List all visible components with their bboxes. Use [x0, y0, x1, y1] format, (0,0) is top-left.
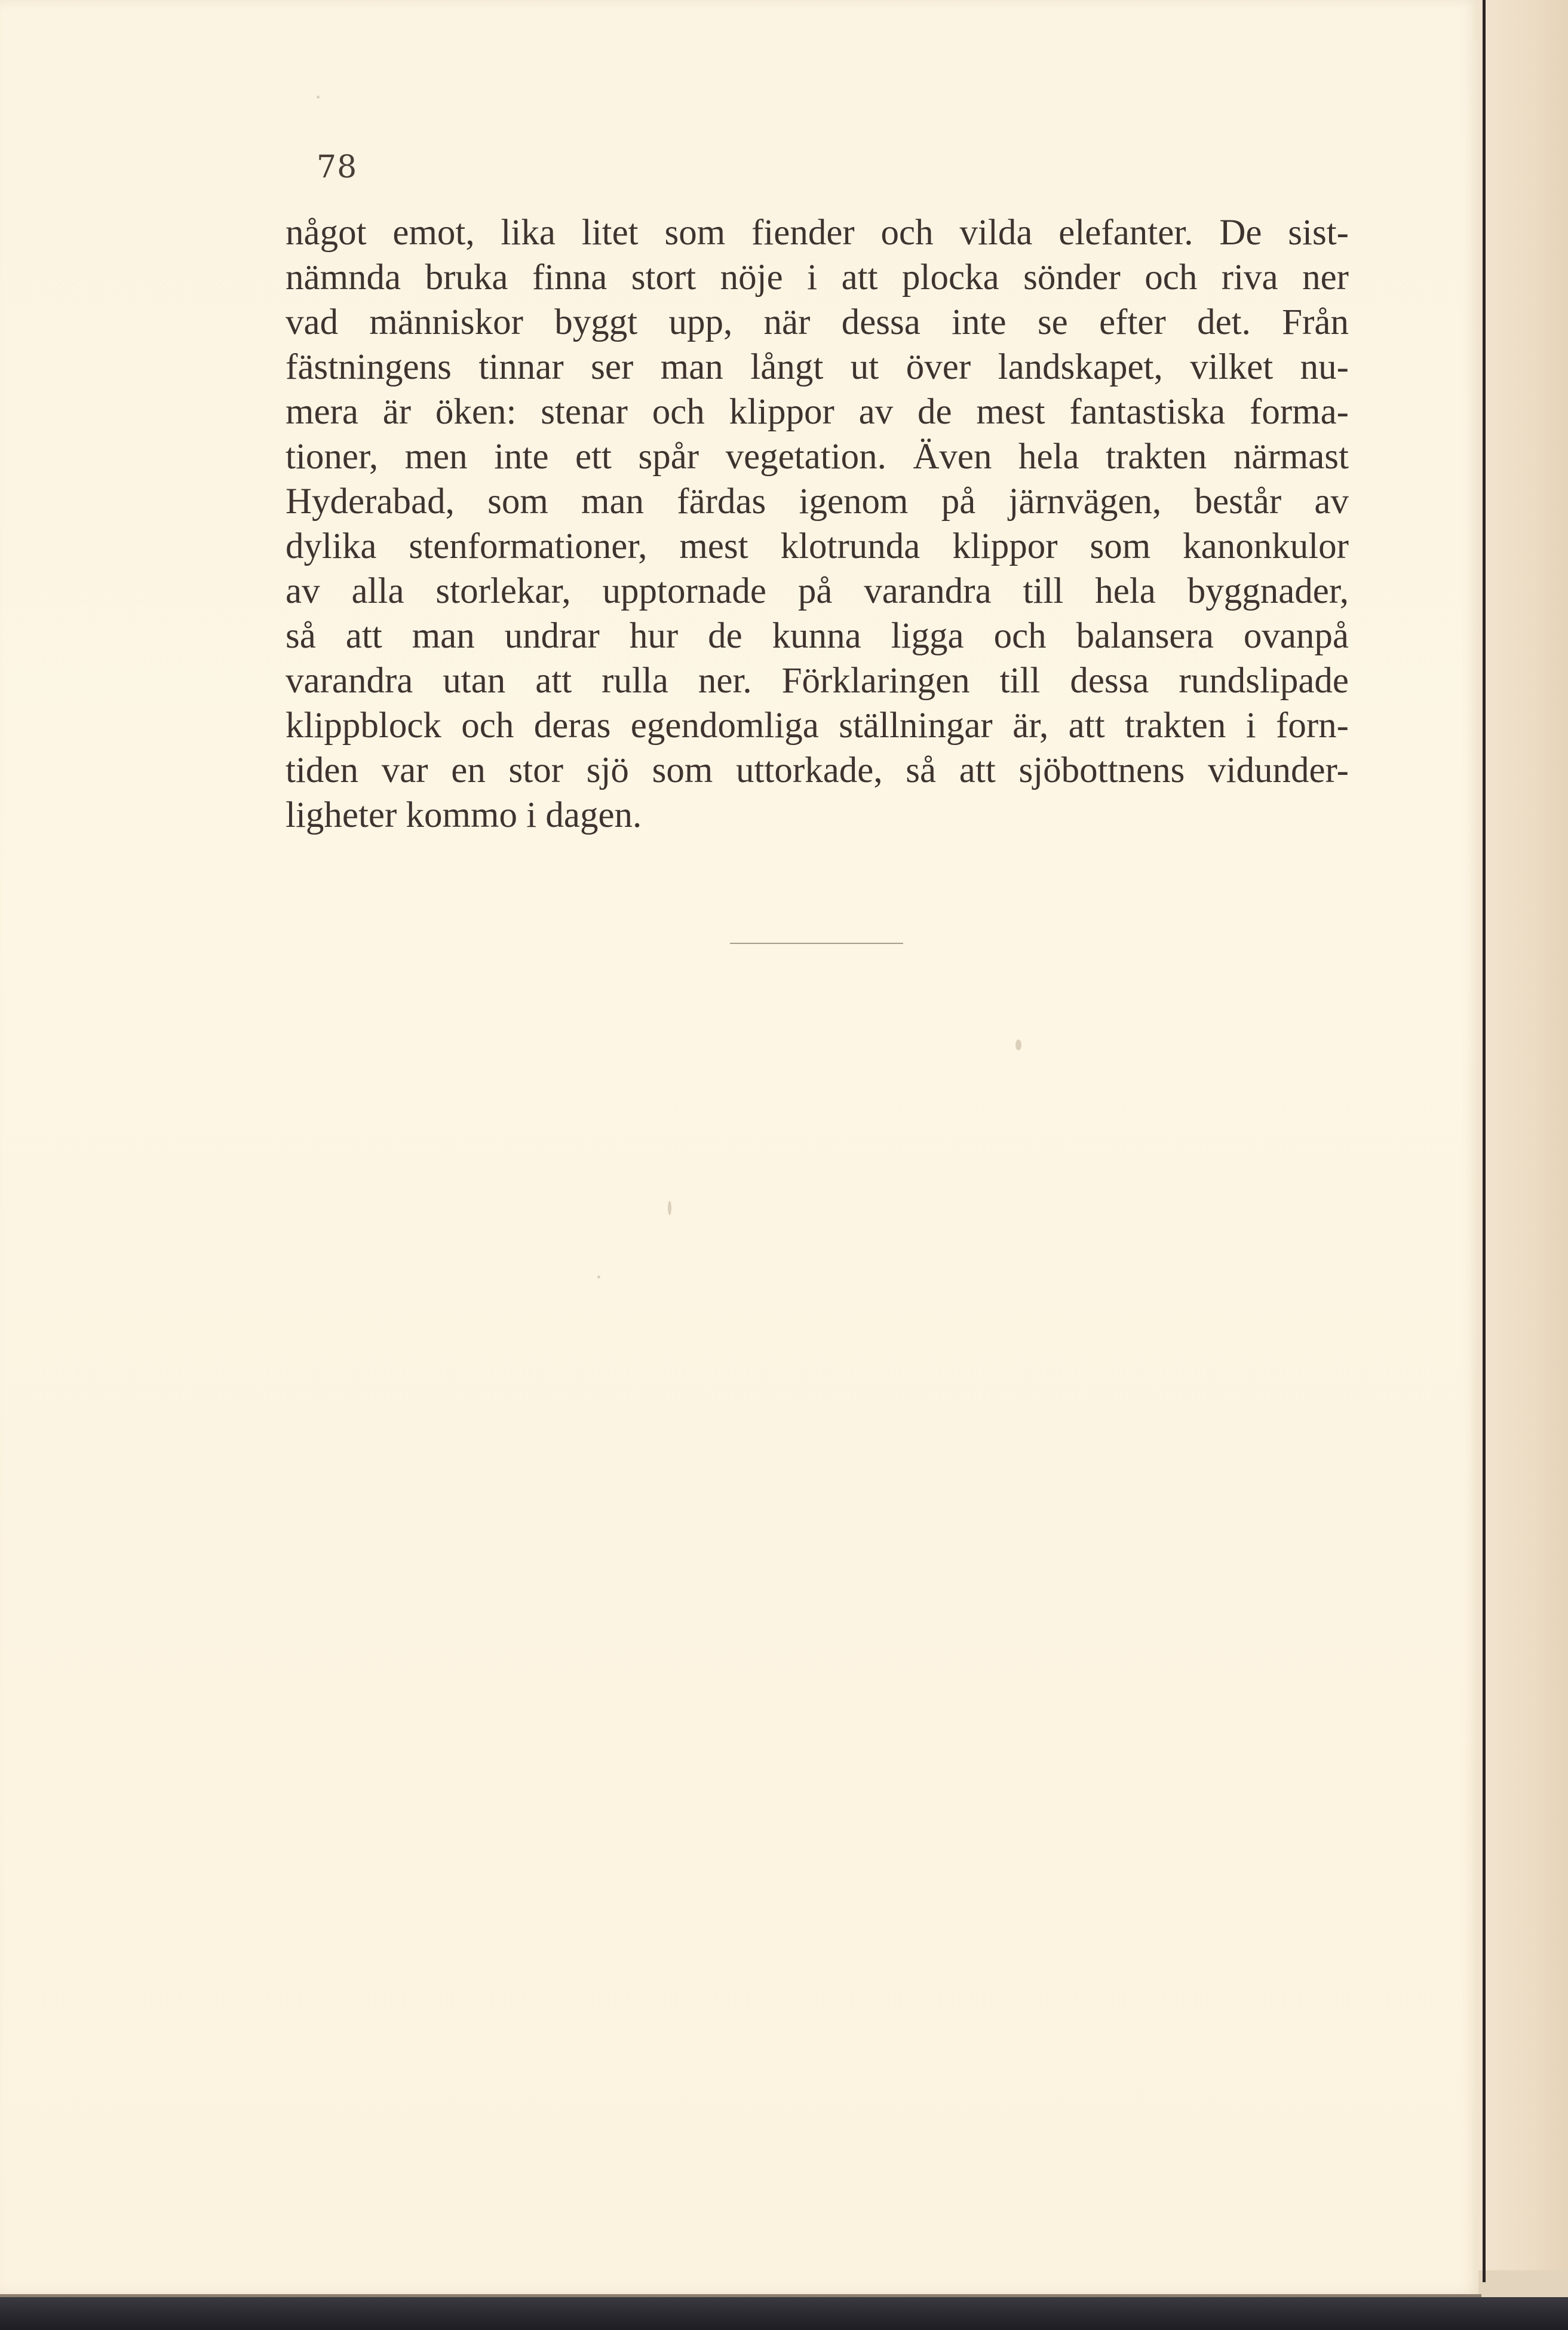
text-line: mera är öken: stenar och klippor av de mest fantastiska forma- — [286, 392, 1349, 432]
text-line: något emot, lika litet som fiender och vilda elefanter. De sist- — [286, 213, 1349, 253]
text-line: varandra utan att rulla ner. Förklaringen till dessa rundslipade — [286, 661, 1349, 701]
text-line: så att man undrar hur de kunna ligga och balansera ovanpå — [286, 616, 1349, 656]
text-line: dylika stenformationer, mest klotrunda klippor som kanonkulor — [286, 526, 1349, 566]
text-line: fästningens tinnar ser man långt ut över landskapet, vilket nu- — [286, 347, 1349, 387]
paper-speck — [668, 1201, 671, 1215]
book-edge — [1475, 0, 1568, 2270]
text-line: klippblock och deras egendomliga ställningar är, att trakten i forn- — [286, 706, 1349, 746]
text-line: vad människor byggt upp, när dessa inte se efter det. Från — [286, 302, 1349, 342]
text-line: av alla storlekar, upptornade på varandra till hela byggnader, — [286, 571, 1349, 611]
body-text — [286, 210, 1349, 838]
text-line: nämnda bruka finna stort nöje i att plocka sönder och riva ner — [286, 257, 1349, 298]
scanner-bed — [0, 2297, 1568, 2330]
text-line: tioner, men inte ett spår vegetation. Även hela trakten närmast — [286, 437, 1349, 477]
paper-speck — [317, 96, 320, 99]
paper-speck — [1015, 1040, 1021, 1050]
text-line: Hyderabad, som man färdas igenom på järnvägen, består av — [286, 482, 1349, 522]
paper-speck — [597, 1276, 600, 1279]
text-line: tiden var en stor sjö som uttorkade, så att sjöbottnens vidunder- — [286, 750, 1349, 790]
page-number: 78 — [317, 149, 358, 185]
book-spine-shadow — [1483, 0, 1486, 2282]
text-line: ligheter kommo i dagen. — [286, 795, 642, 835]
section-divider — [730, 943, 903, 944]
